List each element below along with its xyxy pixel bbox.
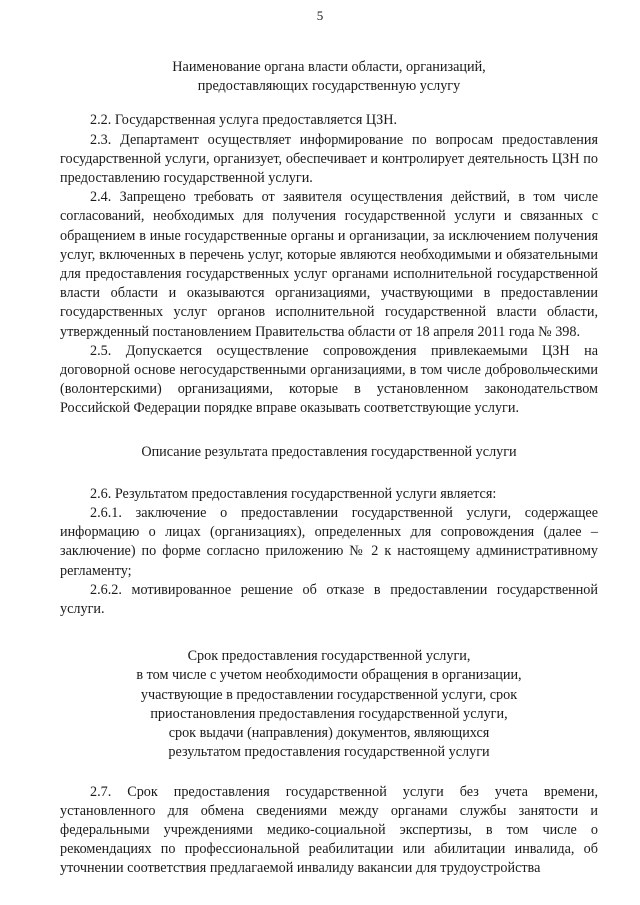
paragraph-2-6-2: 2.6.2. мотивированное решение об отказе в предоставлении государственной услуги. (60, 581, 598, 618)
section-heading-authority (60, 58, 598, 96)
paragraph-2-3: 2.3. Департамент осуществляет информирование по вопросам предоставления государственной услуги, организует, обеспечивает и контролирует деятельность ЦЗН по предоставлению государственной услуги. (60, 131, 598, 187)
paragraph-2-6-1: 2.6.1. заключение о предоставлении государственной услуги, содержащее информацию о лицах (организациях), определенных для сопровождения (далее – заключение) по форме согласно приложению № 2 к настоящему административному регламенту; (60, 505, 598, 579)
paragraph-2-6: 2.6. Результатом предоставления государственной услуги является: (90, 485, 497, 502)
heading-line: в том числе с учетом необходимости обращения в организации, (136, 667, 522, 684)
paragraph-2-2: 2.2. Государственная услуга предоставляется ЦЗН. (90, 112, 398, 129)
heading-line: участвующие в предоставлении государственной услуги, срок (140, 686, 518, 703)
heading-line: приостановления предоставления государственной услуги, (150, 705, 508, 722)
paragraph-2-7: 2.7. Срок предоставления государственной услуги без учета времени, установленного для обмена сведениями между органами службы занятости и федеральными учреждениями медико-социальной экспертизы, в том числе о рекомендациях по профессиональной реабилитации или абилитации инвалида, об уточнении соответствия предлагаемой инвалиду вакансии для трудоустройства (60, 783, 598, 877)
heading-line: Описание результата предоставления государственной услуги (141, 443, 517, 460)
heading-line: результатом предоставления государственной услуги (168, 744, 490, 761)
heading-line: Срок предоставления государственной услуги, (187, 648, 471, 665)
section-heading-result (60, 443, 598, 462)
paragraph-2-4: 2.4. Запрещено требовать от заявителя осуществления действий, в том числе согласований, необходимых для получения государственной услуги и связанных с обращением в иные государственные органы и организации, за исключением получения услуг, включенных в перечень услуг, которые являются необходимыми и обязательными для предоставления государственных услуг органами исполнительной государственной власти области и оказываются организациями, участвующими в предоставлении государственных услуг органов исполнительной государственной власти области, утвержденный постановлением Правительства области от 18 апреля 2011 года № 398. (60, 189, 598, 340)
heading-line: предоставляющих государственную услугу (197, 78, 461, 95)
section-heading-term (60, 647, 598, 762)
page-number: 5 (316, 8, 324, 23)
heading-line: срок выдачи (направления) документов, являющихся (168, 725, 490, 742)
paragraph-2-5: 2.5. Допускается осуществление сопровождения привлекаемыми ЦЗН на договорной основе негосударственными организациями, в том числе добровольческими (волонтерскими) организациями, которые в установленном законодательством Российской Федерации порядке вправе оказывать соответствующие услуги. (60, 342, 598, 417)
document-body (60, 58, 598, 879)
heading-line: Наименование органа власти области, организаций, (172, 59, 486, 75)
